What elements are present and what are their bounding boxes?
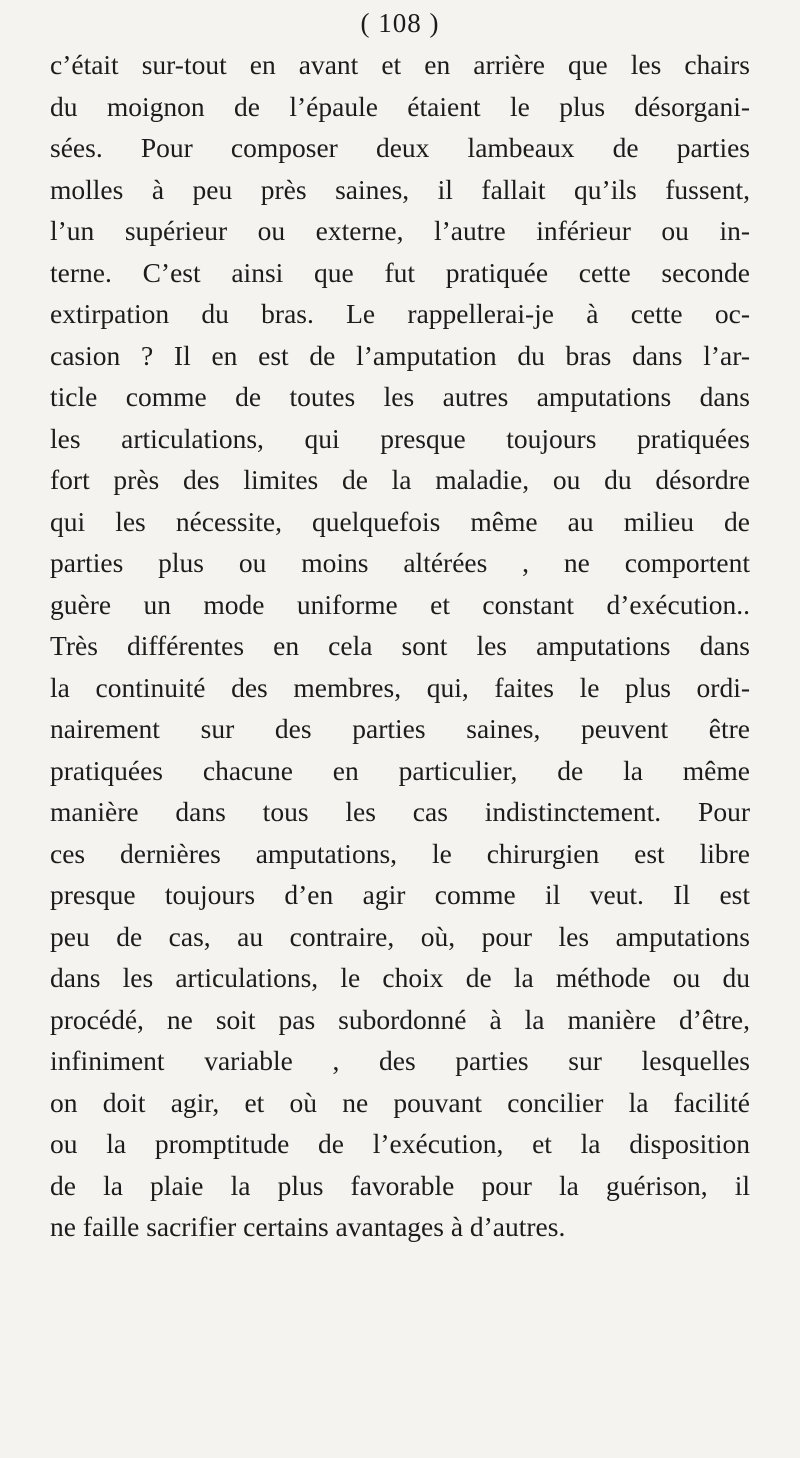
text-line: dans les articulations, le choix de la méthode ou du <box>50 962 750 993</box>
text-line: molles à peu près saines, il fallait qu’ils fussent, <box>50 173 750 205</box>
text-line: casion ? Il en est de l’amputation du bras dans l’ar- <box>50 339 750 371</box>
text-line: terne. C’est ainsi que fut pratiquée cette seconde <box>50 256 750 288</box>
text-line: de la plaie la plus favorable pour la guérison, il <box>50 1169 750 1201</box>
text-line: pratiquées chacune en particulier, de la même <box>50 754 750 786</box>
text-line: on doit agir, et où ne pouvant concilier la facilité <box>50 1086 750 1118</box>
text-line: ticle comme de toutes les autres amputations dans <box>50 381 750 412</box>
text-line: la continuité des membres, qui, faites le plus ordi- <box>50 671 750 703</box>
text-line: c’était sur-tout en avant et en arrière que les chairs <box>50 49 750 80</box>
text-line: procédé, ne soit pas subordonné à la manière d’être, <box>50 1003 750 1035</box>
text-line: extirpation du bras. Le rappellerai-je à cette oc- <box>50 298 750 329</box>
text-line: les articulations, qui presque toujours pratiquées <box>50 422 750 454</box>
text-line: parties plus ou moins altérées , ne comportent <box>50 547 750 578</box>
text-line: nairement sur des parties saines, peuvent être <box>50 713 750 744</box>
text-line: ne faille sacrifier certains avantages à d’autres. <box>50 1211 566 1242</box>
text-line: guère un mode uniforme et constant d’exécution.. <box>50 588 750 620</box>
text-line: sées. Pour composer deux lambeaux de parties <box>50 132 750 163</box>
text-line: du moignon de l’épaule étaient le plus désorgani- <box>50 90 750 122</box>
text-line: manière dans tous les cas indistinctement. Pour <box>50 796 750 827</box>
text-line: qui les nécessite, quelquefois même au milieu de <box>50 505 750 537</box>
text-line: ou la promptitude de l’exécution, et la disposition <box>50 1128 750 1159</box>
text-line: ces dernières amputations, le chirurgien est libre <box>50 837 750 869</box>
text-line: Très différentes en cela sont les amputations dans <box>50 630 750 661</box>
text-line: infiniment variable , des parties sur lesquelles <box>50 1045 750 1076</box>
page-number: ( 108 ) <box>360 8 440 38</box>
text-line: peu de cas, au contraire, où, pour les amputations <box>50 920 750 952</box>
text-line: presque toujours d’en agir comme il veut. Il est <box>50 879 750 910</box>
text-line: fort près des limites de la maladie, ou du désordre <box>50 464 750 495</box>
body-text <box>50 44 750 1248</box>
text-line: l’un supérieur ou externe, l’autre inférieur ou in- <box>50 215 750 246</box>
